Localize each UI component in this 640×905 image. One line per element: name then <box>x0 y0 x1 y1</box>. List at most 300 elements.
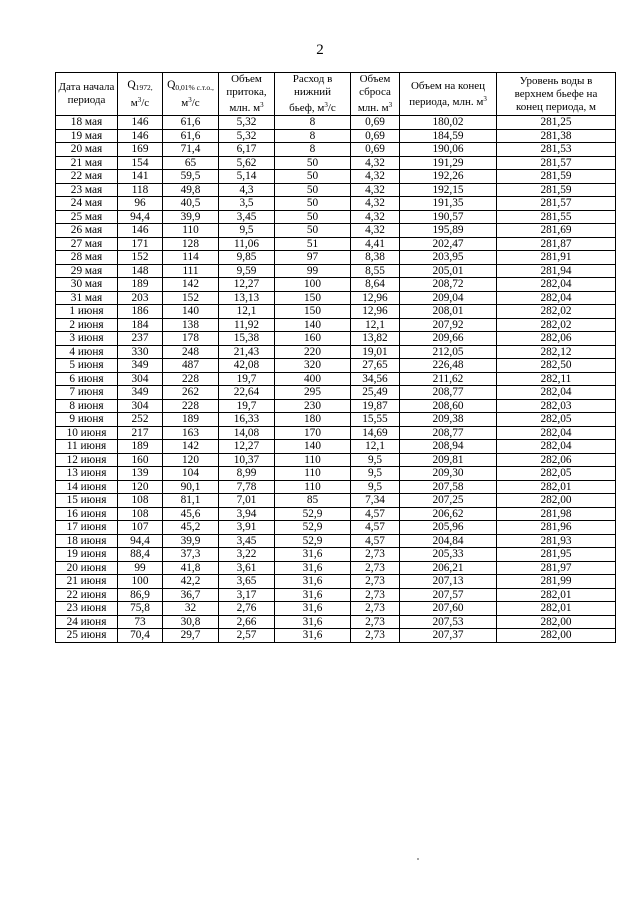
cell-q001: 45,2 <box>163 521 219 535</box>
cell-dump: 0,69 <box>351 143 400 157</box>
header-discharge: Расход в нижний бьеф, $м^3/с$ <box>275 73 351 116</box>
cell-dump: 4,32 <box>351 197 400 211</box>
cell-discharge: 50 <box>275 156 351 170</box>
cell-dump: 2,73 <box>351 629 400 643</box>
table-row <box>56 237 616 251</box>
cell-end-volume: 203,95 <box>400 251 497 265</box>
cell-end-volume: 208,94 <box>400 440 497 454</box>
cell-water-level: 281,57 <box>497 156 616 170</box>
table-row <box>56 129 616 143</box>
cell-dump: 2,73 <box>351 615 400 629</box>
cell-water-level: 281,98 <box>497 507 616 521</box>
cell-discharge: 100 <box>275 278 351 292</box>
cell-q001: 65 <box>163 156 219 170</box>
cell-inflow: 14,08 <box>219 426 275 440</box>
cell-water-level: 281,55 <box>497 210 616 224</box>
cell-q1972: 330 <box>118 345 163 359</box>
cell-dump: 4,41 <box>351 237 400 251</box>
cell-discharge: 99 <box>275 264 351 278</box>
cell-inflow: 42,08 <box>219 359 275 373</box>
cell-dump: 8,38 <box>351 251 400 265</box>
cell-q1972: 152 <box>118 251 163 265</box>
cell-water-level: 281,87 <box>497 237 616 251</box>
cell-date: 23 июня <box>56 602 118 616</box>
cell-q1972: 146 <box>118 116 163 130</box>
cell-inflow: 9,5 <box>219 224 275 238</box>
cell-q1972: 100 <box>118 575 163 589</box>
cell-q001: 41,8 <box>163 561 219 575</box>
cell-water-level: 281,97 <box>497 561 616 575</box>
cell-dump: 19,01 <box>351 345 400 359</box>
cell-q1972: 189 <box>118 278 163 292</box>
cell-water-level: 282,01 <box>497 480 616 494</box>
cell-end-volume: 208,60 <box>400 399 497 413</box>
cell-q1972: 107 <box>118 521 163 535</box>
cell-date: 22 июня <box>56 588 118 602</box>
cell-dump: 27,65 <box>351 359 400 373</box>
cell-water-level: 281,93 <box>497 534 616 548</box>
cell-q1972: 86,9 <box>118 588 163 602</box>
cell-date: 16 июня <box>56 507 118 521</box>
cell-q001: 248 <box>163 345 219 359</box>
cell-dump: 4,32 <box>351 156 400 170</box>
cell-q001: 30,8 <box>163 615 219 629</box>
cell-end-volume: 208,72 <box>400 278 497 292</box>
cell-water-level: 282,04 <box>497 291 616 305</box>
cell-date: 8 июня <box>56 399 118 413</box>
cell-dump: 14,69 <box>351 426 400 440</box>
cell-inflow: 5,14 <box>219 170 275 184</box>
header-row <box>56 73 616 116</box>
cell-q001: 39,9 <box>163 534 219 548</box>
cell-discharge: 52,9 <box>275 507 351 521</box>
table-row <box>56 588 616 602</box>
cell-inflow: 5,32 <box>219 116 275 130</box>
cell-date: 30 мая <box>56 278 118 292</box>
cell-date: 18 мая <box>56 116 118 130</box>
cell-water-level: 282,06 <box>497 453 616 467</box>
cell-inflow: 21,43 <box>219 345 275 359</box>
cell-inflow: 3,45 <box>219 534 275 548</box>
cell-dump: 9,5 <box>351 453 400 467</box>
cell-end-volume: 205,01 <box>400 264 497 278</box>
cell-q1972: 160 <box>118 453 163 467</box>
cell-discharge: 170 <box>275 426 351 440</box>
cell-discharge: 50 <box>275 183 351 197</box>
cell-end-volume: 191,29 <box>400 156 497 170</box>
cell-date: 6 июня <box>56 372 118 386</box>
header-q1972: Q1972, $м^3/с$ <box>118 73 163 116</box>
table-row <box>56 386 616 400</box>
cell-inflow: 9,59 <box>219 264 275 278</box>
cell-end-volume: 195,89 <box>400 224 497 238</box>
table-row <box>56 318 616 332</box>
cell-water-level: 282,00 <box>497 615 616 629</box>
cell-end-volume: 207,60 <box>400 602 497 616</box>
cell-dump: 15,55 <box>351 413 400 427</box>
cell-inflow: 7,01 <box>219 494 275 508</box>
cell-inflow: 2,66 <box>219 615 275 629</box>
cell-q1972: 154 <box>118 156 163 170</box>
cell-water-level: 282,11 <box>497 372 616 386</box>
cell-q001: 104 <box>163 467 219 481</box>
cell-discharge: 110 <box>275 480 351 494</box>
cell-date: 25 мая <box>56 210 118 224</box>
cell-date: 19 мая <box>56 129 118 143</box>
table-row <box>56 156 616 170</box>
cell-discharge: 8 <box>275 116 351 130</box>
cell-water-level: 282,05 <box>497 467 616 481</box>
cell-water-level: 282,50 <box>497 359 616 373</box>
cell-end-volume: 205,33 <box>400 548 497 562</box>
cell-q001: 189 <box>163 413 219 427</box>
cell-q001: 142 <box>163 440 219 454</box>
cell-q1972: 148 <box>118 264 163 278</box>
cell-dump: 9,5 <box>351 467 400 481</box>
cell-discharge: 50 <box>275 170 351 184</box>
cell-discharge: 110 <box>275 453 351 467</box>
cell-discharge: 50 <box>275 210 351 224</box>
cell-q001: 37,3 <box>163 548 219 562</box>
cell-dump: 4,32 <box>351 224 400 238</box>
cell-q001: 29,7 <box>163 629 219 643</box>
cell-discharge: 85 <box>275 494 351 508</box>
table-row <box>56 305 616 319</box>
cell-water-level: 282,06 <box>497 332 616 346</box>
table-row <box>56 170 616 184</box>
header-inflow: Объем притока, млн. $м^3$ <box>219 73 275 116</box>
table-row <box>56 480 616 494</box>
cell-q1972: 252 <box>118 413 163 427</box>
cell-end-volume: 212,05 <box>400 345 497 359</box>
cell-q001: 81,1 <box>163 494 219 508</box>
table-row <box>56 615 616 629</box>
table-row <box>56 575 616 589</box>
cell-discharge: 8 <box>275 143 351 157</box>
cell-inflow: 3,61 <box>219 561 275 575</box>
cell-date: 7 июня <box>56 386 118 400</box>
cell-inflow: 3,94 <box>219 507 275 521</box>
cell-q001: 42,2 <box>163 575 219 589</box>
cell-end-volume: 207,58 <box>400 480 497 494</box>
cell-date: 15 июня <box>56 494 118 508</box>
cell-inflow: 7,78 <box>219 480 275 494</box>
cell-end-volume: 190,57 <box>400 210 497 224</box>
cell-end-volume: 191,35 <box>400 197 497 211</box>
cell-q1972: 70,4 <box>118 629 163 643</box>
cell-q1972: 237 <box>118 332 163 346</box>
cell-q1972: 146 <box>118 224 163 238</box>
cell-discharge: 31,6 <box>275 575 351 589</box>
cell-date: 18 июня <box>56 534 118 548</box>
cell-q001: 111 <box>163 264 219 278</box>
scan-speck <box>417 858 419 860</box>
table-row <box>56 251 616 265</box>
header-date: Дата начала периода <box>56 73 118 116</box>
cell-end-volume: 226,48 <box>400 359 497 373</box>
cell-inflow: 11,92 <box>219 318 275 332</box>
cell-q1972: 94,4 <box>118 534 163 548</box>
cell-q001: 45,6 <box>163 507 219 521</box>
cell-water-level: 281,57 <box>497 197 616 211</box>
table-row <box>56 399 616 413</box>
cell-q1972: 217 <box>118 426 163 440</box>
cell-q001: 178 <box>163 332 219 346</box>
cell-q001: 71,4 <box>163 143 219 157</box>
cell-date: 29 мая <box>56 264 118 278</box>
table-row <box>56 426 616 440</box>
cell-date: 5 июня <box>56 359 118 373</box>
cell-q001: 36,7 <box>163 588 219 602</box>
cell-water-level: 281,25 <box>497 116 616 130</box>
cell-water-level: 282,00 <box>497 629 616 643</box>
cell-discharge: 31,6 <box>275 629 351 643</box>
table-row <box>56 440 616 454</box>
cell-dump: 8,55 <box>351 264 400 278</box>
cell-discharge: 31,6 <box>275 548 351 562</box>
cell-date: 21 мая <box>56 156 118 170</box>
cell-end-volume: 208,01 <box>400 305 497 319</box>
cell-inflow: 2,57 <box>219 629 275 643</box>
cell-end-volume: 207,92 <box>400 318 497 332</box>
cell-dump: 4,32 <box>351 210 400 224</box>
cell-end-volume: 180,02 <box>400 116 497 130</box>
header-q001: Q0,01% с.т.о., $м^3/с$ <box>163 73 219 116</box>
cell-discharge: 110 <box>275 467 351 481</box>
cell-dump: 19,87 <box>351 399 400 413</box>
cell-end-volume: 202,47 <box>400 237 497 251</box>
cell-q001: 138 <box>163 318 219 332</box>
cell-water-level: 281,99 <box>497 575 616 589</box>
cell-inflow: 16,33 <box>219 413 275 427</box>
cell-end-volume: 209,04 <box>400 291 497 305</box>
cell-discharge: 31,6 <box>275 561 351 575</box>
cell-inflow: 5,62 <box>219 156 275 170</box>
cell-inflow: 6,17 <box>219 143 275 157</box>
cell-date: 31 мая <box>56 291 118 305</box>
cell-date: 28 мая <box>56 251 118 265</box>
table-row <box>56 345 616 359</box>
table-row <box>56 210 616 224</box>
cell-dump: 7,34 <box>351 494 400 508</box>
cell-discharge: 97 <box>275 251 351 265</box>
cell-end-volume: 206,21 <box>400 561 497 575</box>
cell-end-volume: 209,66 <box>400 332 497 346</box>
cell-inflow: 15,38 <box>219 332 275 346</box>
cell-q001: 39,9 <box>163 210 219 224</box>
cell-end-volume: 207,13 <box>400 575 497 589</box>
cell-water-level: 282,04 <box>497 440 616 454</box>
cell-discharge: 400 <box>275 372 351 386</box>
cell-inflow: 5,32 <box>219 129 275 143</box>
cell-dump: 2,73 <box>351 548 400 562</box>
cell-q1972: 94,4 <box>118 210 163 224</box>
cell-q001: 49,8 <box>163 183 219 197</box>
cell-dump: 13,82 <box>351 332 400 346</box>
cell-discharge: 8 <box>275 129 351 143</box>
cell-dump: 0,69 <box>351 116 400 130</box>
cell-inflow: 11,06 <box>219 237 275 251</box>
cell-end-volume: 207,53 <box>400 615 497 629</box>
cell-date: 17 июня <box>56 521 118 535</box>
cell-inflow: 3,22 <box>219 548 275 562</box>
table-row <box>56 278 616 292</box>
cell-q1972: 141 <box>118 170 163 184</box>
cell-discharge: 50 <box>275 224 351 238</box>
cell-dump: 9,5 <box>351 480 400 494</box>
cell-q001: 61,6 <box>163 116 219 130</box>
cell-water-level: 282,00 <box>497 494 616 508</box>
cell-water-level: 282,04 <box>497 426 616 440</box>
cell-q1972: 171 <box>118 237 163 251</box>
cell-discharge: 52,9 <box>275 534 351 548</box>
cell-dump: 4,32 <box>351 170 400 184</box>
cell-dump: 2,73 <box>351 575 400 589</box>
cell-discharge: 31,6 <box>275 615 351 629</box>
cell-end-volume: 208,77 <box>400 426 497 440</box>
cell-q001: 90,1 <box>163 480 219 494</box>
table-row <box>56 561 616 575</box>
table-row <box>56 602 616 616</box>
cell-water-level: 281,96 <box>497 521 616 535</box>
table-row <box>56 224 616 238</box>
cell-discharge: 51 <box>275 237 351 251</box>
cell-q1972: 73 <box>118 615 163 629</box>
cell-discharge: 52,9 <box>275 521 351 535</box>
cell-discharge: 295 <box>275 386 351 400</box>
cell-q1972: 186 <box>118 305 163 319</box>
cell-inflow: 9,85 <box>219 251 275 265</box>
table-row <box>56 332 616 346</box>
cell-q001: 228 <box>163 399 219 413</box>
cell-inflow: 19,7 <box>219 399 275 413</box>
cell-q001: 120 <box>163 453 219 467</box>
cell-inflow: 8,99 <box>219 467 275 481</box>
cell-discharge: 140 <box>275 440 351 454</box>
cell-end-volume: 192,26 <box>400 170 497 184</box>
cell-water-level: 282,02 <box>497 305 616 319</box>
cell-inflow: 4,3 <box>219 183 275 197</box>
table-row <box>56 494 616 508</box>
cell-water-level: 282,12 <box>497 345 616 359</box>
cell-date: 2 июня <box>56 318 118 332</box>
cell-discharge: 140 <box>275 318 351 332</box>
cell-inflow: 3,45 <box>219 210 275 224</box>
cell-inflow: 10,37 <box>219 453 275 467</box>
table-row <box>56 413 616 427</box>
cell-dump: 2,73 <box>351 602 400 616</box>
cell-date: 26 мая <box>56 224 118 238</box>
cell-dump: 2,73 <box>351 588 400 602</box>
cell-end-volume: 209,30 <box>400 467 497 481</box>
cell-water-level: 281,59 <box>497 183 616 197</box>
cell-end-volume: 211,62 <box>400 372 497 386</box>
cell-inflow: 22,64 <box>219 386 275 400</box>
cell-q001: 110 <box>163 224 219 238</box>
cell-date: 10 июня <box>56 426 118 440</box>
cell-q1972: 120 <box>118 480 163 494</box>
cell-q1972: 108 <box>118 494 163 508</box>
cell-q001: 152 <box>163 291 219 305</box>
cell-date: 11 июня <box>56 440 118 454</box>
cell-date: 14 июня <box>56 480 118 494</box>
table-row <box>56 183 616 197</box>
cell-q1972: 304 <box>118 399 163 413</box>
cell-date: 20 июня <box>56 561 118 575</box>
cell-date: 19 июня <box>56 548 118 562</box>
cell-discharge: 31,6 <box>275 602 351 616</box>
cell-water-level: 282,04 <box>497 278 616 292</box>
cell-q1972: 99 <box>118 561 163 575</box>
cell-q1972: 189 <box>118 440 163 454</box>
table-row <box>56 521 616 535</box>
cell-date: 12 июня <box>56 453 118 467</box>
cell-date: 23 мая <box>56 183 118 197</box>
cell-discharge: 50 <box>275 197 351 211</box>
cell-q001: 32 <box>163 602 219 616</box>
cell-discharge: 230 <box>275 399 351 413</box>
cell-q001: 140 <box>163 305 219 319</box>
cell-date: 9 июня <box>56 413 118 427</box>
cell-inflow: 13,13 <box>219 291 275 305</box>
cell-dump: 4,57 <box>351 521 400 535</box>
cell-discharge: 220 <box>275 345 351 359</box>
cell-end-volume: 192,15 <box>400 183 497 197</box>
cell-discharge: 320 <box>275 359 351 373</box>
cell-dump: 4,32 <box>351 183 400 197</box>
cell-water-level: 281,94 <box>497 264 616 278</box>
cell-q1972: 75,8 <box>118 602 163 616</box>
cell-q1972: 184 <box>118 318 163 332</box>
cell-date: 21 июня <box>56 575 118 589</box>
cell-water-level: 282,03 <box>497 399 616 413</box>
cell-dump: 25,49 <box>351 386 400 400</box>
cell-water-level: 281,69 <box>497 224 616 238</box>
table-row <box>56 291 616 305</box>
cell-discharge: 150 <box>275 305 351 319</box>
cell-water-level: 282,05 <box>497 413 616 427</box>
cell-dump: 12,1 <box>351 440 400 454</box>
table-row <box>56 534 616 548</box>
table-row <box>56 507 616 521</box>
table-row <box>56 197 616 211</box>
cell-q1972: 349 <box>118 386 163 400</box>
cell-q1972: 304 <box>118 372 163 386</box>
cell-discharge: 31,6 <box>275 588 351 602</box>
cell-q1972: 108 <box>118 507 163 521</box>
cell-inflow: 3,65 <box>219 575 275 589</box>
table-row <box>56 453 616 467</box>
cell-q001: 128 <box>163 237 219 251</box>
header-end-volume: Объем на конец периода, млн. $м^3$ <box>400 73 497 116</box>
cell-q1972: 146 <box>118 129 163 143</box>
table-row <box>56 359 616 373</box>
cell-dump: 12,1 <box>351 318 400 332</box>
cell-inflow: 12,27 <box>219 440 275 454</box>
cell-inflow: 3,5 <box>219 197 275 211</box>
cell-inflow: 3,91 <box>219 521 275 535</box>
cell-end-volume: 208,77 <box>400 386 497 400</box>
cell-end-volume: 206,62 <box>400 507 497 521</box>
cell-end-volume: 184,59 <box>400 129 497 143</box>
cell-q001: 114 <box>163 251 219 265</box>
table-row <box>56 372 616 386</box>
cell-q1972: 169 <box>118 143 163 157</box>
header-dump: Объем сброса млн. $м^3$ <box>351 73 400 116</box>
cell-date: 3 июня <box>56 332 118 346</box>
cell-dump: 0,69 <box>351 129 400 143</box>
cell-water-level: 281,59 <box>497 170 616 184</box>
